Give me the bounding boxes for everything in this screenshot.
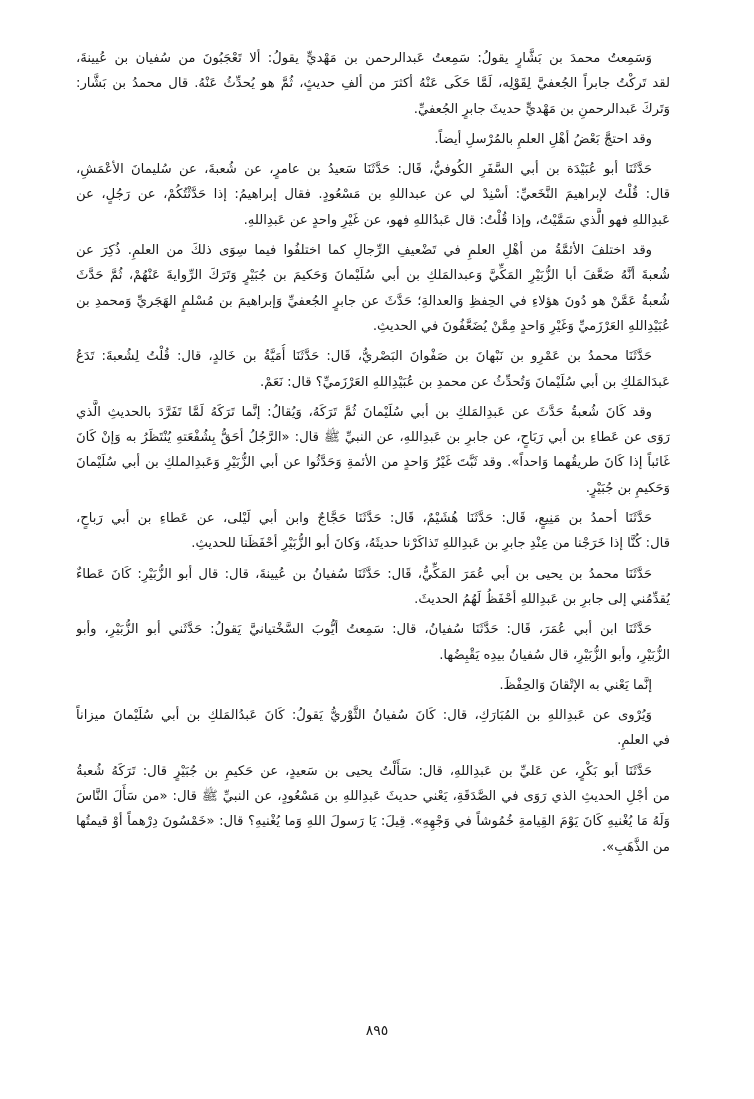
paragraph (76, 344, 670, 395)
text-line: شُعبةَ أنَّهُ ضَعَّفَ أبا الزُّبَيْرِ المَكِّيَّ وَعبدالمَلكِ بن أبي سُلَيْمانَ وَحَكيمَ بن جُبَيْرٍ وَتَرَكَ الرِّوايةَ عَنْهُمْ، ثُمَّ حَدَّثَ (76, 268, 670, 284)
text-line: وَلَهُ مَا يُغْنيهِ كَانَ يَوْمَ القِيامةِ خُمُوشاً في وَجْهِهِ». قِيلَ: يَا رَسولَ اللهِ وَما يُغْنيهِ؟ قال: «خَمْسُونَ دِرْهماً أوْ قيمتُها (76, 814, 670, 830)
text-line: الزُّبَيْرِ، وأبو الزُّبَيْرِ، قال سُفيانُ بيدِه يَقْبِضُها. (439, 647, 670, 663)
page-text (76, 46, 670, 860)
paragraph (76, 673, 670, 698)
text-line: يُقدِّمُني إلى جابرِ بن عَبدِاللهِ أحْفَظُ لَهُمُ الحديثَ. (414, 591, 670, 607)
text-line: حَدَّثَنَا ابن أبي عُمَرَ، قَال: حَدَّثَنَا سُفيانُ، قال: سَمِعتُ أيُّوبَ السَّخْتيانيَّ يَقولُ: حَدَّثَني أبو الزُّبَيْرِ، وأبو (76, 622, 652, 638)
text-line: شُعبةُ عَمَّنْ هو دُونَ هؤلاءِ في الحِفظِ وَالعدالةِ؛ حَدَّثَ عن جابرٍ الجُعفيِّ وَإبراهيمَ بن مُسْلمٍ الهَجَريِّ وَمحمدِ بن (76, 293, 670, 309)
text-line: عَبدَالمَلكِ بن أبي سُلَيْمانَ وَتُحدِّثُ عن محمدِ بن عُبَيْدِاللهِ العَرْزَميِّ؟ قال: نَعَمْ. (259, 374, 670, 390)
text-line: في العلمِ. (617, 733, 670, 749)
text-line: وقد احتجَّ بَعْضُ أهْلِ العلمِ بالمُرْسلِ أيضاً. (434, 131, 652, 147)
paragraph (76, 400, 670, 501)
text-line: من الذَّهَبِ». (601, 839, 670, 855)
paragraph (76, 46, 670, 122)
text-line: حَدَّثَنَا محمدُ بن يحيى بن أبي عُمَرَ المَكِّيُّ، قَال: حَدَّثَنَا سُفيانُ بن عُيينةَ، قال: قال أبو الزُّبَيْرِ: كَانَ عَطاءٌ (76, 566, 652, 582)
text-line: وَتَركَ عَبدالرحمنِ بن مَهْديٍّ حديثَ جابرٍ الجُعفيِّ. (413, 101, 670, 117)
text-line: حَدَّثَنَا أبو بَكْرٍ، عن عَليِّ بن عَبدِاللهِ، قال: سَأَلْتُ يحيى بن سَعيدٍ، عن حَكيمِ بن جُبَيْرٍ قال: تَرَكَهُ شُعبةُ (76, 763, 652, 779)
text-line: رَوَى عن عَطاءِ بن أبي رَبَاحٍ، عن جابرِ بن عَبدِاللهِ، عن النبيِّ ﷺ قال: «الرَّجُلُ أحَقُّ بِشُفْعَتهِ يُنْتَظَرُ به وَإنْ كَانَ (76, 430, 670, 446)
text-line: لقد تَركْتُ جابراً الجُعفيَّ لِقَوْلِه، لَمَّا حَكَى عَنْهُ أكثرَ من ألفِ حديثٍ، ثُمَّ هو يُحدِّثُ عَنْهُ. قال محمدُ بن بَشَّار: (76, 76, 670, 92)
paragraph (76, 238, 670, 339)
text-line: من أجْلِ الحديثِ الذي رَوَى في الصَّدَقَةِ، يَعْني حديثَ عَبدِاللهِ بن مَسْعُودٍ، عن النبيِّ ﷺ قال: «من سَأَلَ النَّاسَ (76, 789, 670, 805)
text-line: حَدَّثَنَا محمدُ بن عَمْرِو بن نَبْهانَ بن صَفْوانَ البَصْريُّ، قَال: حَدَّثَنَا أُمَيَّةُ بن خَالدٍ، قال: قُلْتُ لِشُعبةَ: تَدَعُ (76, 349, 652, 365)
paragraph (76, 562, 670, 613)
paragraph (76, 759, 670, 860)
text-line: عَبدِاللهِ فهو الَّذي سَمَّيْتُ، وإذا قُلْتُ: قال عَبدُاللهِ فهو، عن غَيْرِ واحدٍ عن عَبدِاللهِ. (243, 212, 670, 228)
text-line: وَحَكيمِ بن جُبَيْرٍ. (585, 480, 670, 496)
text-line: إنَّما يَعْني به الإتْقانَ وَالحِفْظَ. (499, 677, 652, 693)
text-line: وقد اختلفَ الأئمَّةُ من أهْلِ العلمِ في تَضْعيفِ الرِّجالِ كما اختلفُوا فيما سِوَى ذلكَ من العلمِ. ذُكِرَ عن (76, 243, 652, 259)
paragraph (76, 617, 670, 668)
paragraph (76, 127, 670, 152)
text-line: وَسَمِعتُ محمدَ بن بَشَّارٍ يقولُ: سَمِعتُ عَبدالرحمن بن مَهْديٍّ يقولُ: ألا تَعْجَبُونَ من سُفيان بن عُيينةَ، (76, 51, 652, 66)
text-line: عُبَيْدِاللهِ العَرْزَميِّ وَغَيْرِ وَاحدٍ مِمَّنْ يُضَعَّفُونَ في الحديثِ. (372, 318, 670, 334)
paragraph (76, 506, 670, 557)
text-line: حَدَّثَنَا أحمدُ بن مَنِيعٍ، قَال: حَدَّثَنَا هُشَيْمٌ، قَال: حَدَّثَنَا حَجَّاجٌ وابن أبي لَيْلى، عن عَطاءِ بن أبي رَباحٍ، (76, 511, 652, 527)
paragraph (76, 157, 670, 233)
text-line: غَائباً إذا كَانَ طريقُهما وَاحداً». وقد ثَبَّتَ غَيْرُ وَاحدٍ من الأئمةِ وَحَدَّثُوا عن أبي الزُّبَيْرِ وَعَبدِالملكِ بن أبي سُلَيْمانَ (76, 455, 670, 471)
text-line: وَيُرْوى عن عَبدِاللهِ بن المُبَارَكِ، قال: كَانَ سُفيانُ الثَّوْريُّ يَقولُ: كَانَ عَبدُالمَلكِ بن أبي سُلَيْمانَ ميزاناً (76, 708, 652, 724)
text-line: حَدَّثَنَا أبو عُبَيْدَة بن أبي السَّفَرِ الكُوفيُّ، قَال: حَدَّثَنَا سَعيدُ بن عامرٍ، عن شُعبةَ، عن سُليمانَ الأعْمَشِ، (76, 162, 652, 178)
page-number: ٨٩٥ (365, 1023, 389, 1039)
text-line: قال: قُلْتُ لإبراهيمَ النَّخَعيِّ: أسْنِدْ لي عن عبداللهِ بن مَسْعُودٍ. فقال إبراهيمُ: إذا حَدَّثْتُكُمْ، عن رَجُلٍ، عن (76, 187, 670, 203)
text-line: وقد كَانَ شُعبةُ حَدَّثَ عن عَبدِالمَلكِ بن أبي سُلَيْمانَ ثُمَّ تَرَكَهُ، وَيُقالُ: إنَّما تَرَكَهُ لَمَّا تَفَرَّدَ بالحديثِ الَّذي (76, 404, 652, 420)
text-line: قال: كُنَّا إذا خَرَجْنا من عِنْدِ جابرِ بن عَبدِاللهِ تَذاكَرْنا حديثَهُ، وَكانَ أبو الزُّبَيْرِ أحْفَظَنا للحديثِ. (191, 536, 670, 552)
paragraph (76, 703, 670, 754)
